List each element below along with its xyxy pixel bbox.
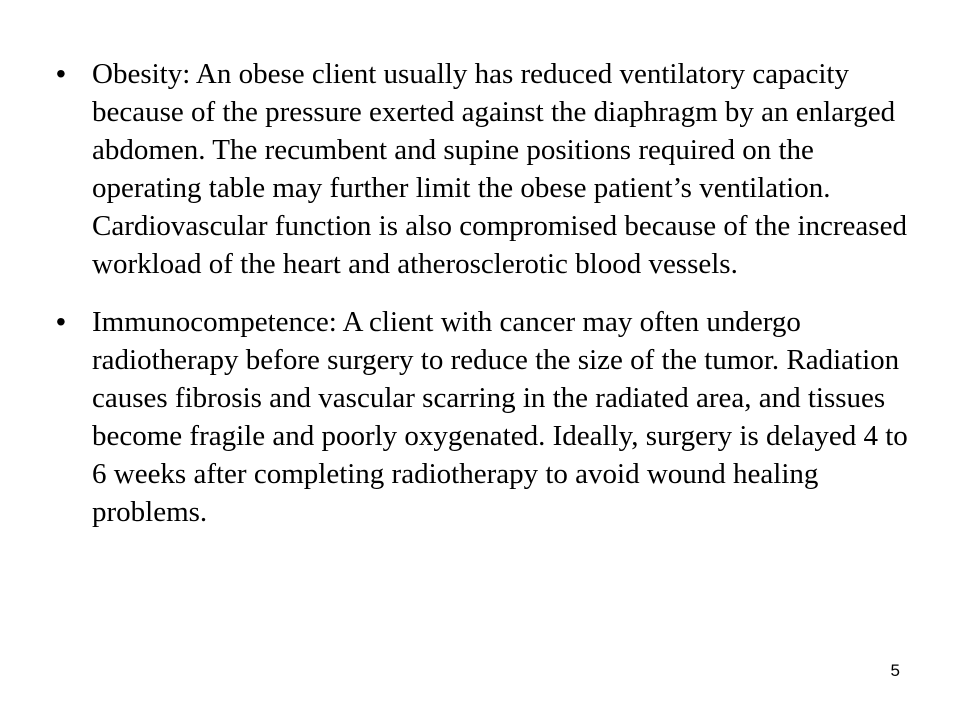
bullet-text-obesity: Obesity: An obese client usually has reduced ventilatory capacity because of the pressure exerted against the diaphragm by an enlarged abdomen. The recumbent and supine positions required on the operating table may further limit the obese patient’s ventilation. Cardiovascular function is also compromised because of the increased workload of the heart and atherosclerotic blood vessels. — [92, 58, 907, 280]
bullet-item-immunocompetence — [56, 303, 916, 531]
bullet-dot-icon: • — [56, 306, 66, 337]
bullet-dot-icon: • — [56, 58, 66, 89]
bullet-list — [56, 55, 916, 551]
bullet-item-obesity — [56, 55, 916, 283]
bullet-text-immunocompetence: Immunocompetence: A client with cancer may often undergo radiotherapy before surgery to reduce the size of the tumor. Radiation causes fibrosis and vascular scarring in the radiated area, and tissues become fragile and poorly oxygenated. Ideally, surgery is delayed 4 to 6 weeks after completing radiotherapy to avoid wound healing problems. — [92, 306, 908, 528]
slide-number: 5 — [890, 661, 900, 680]
